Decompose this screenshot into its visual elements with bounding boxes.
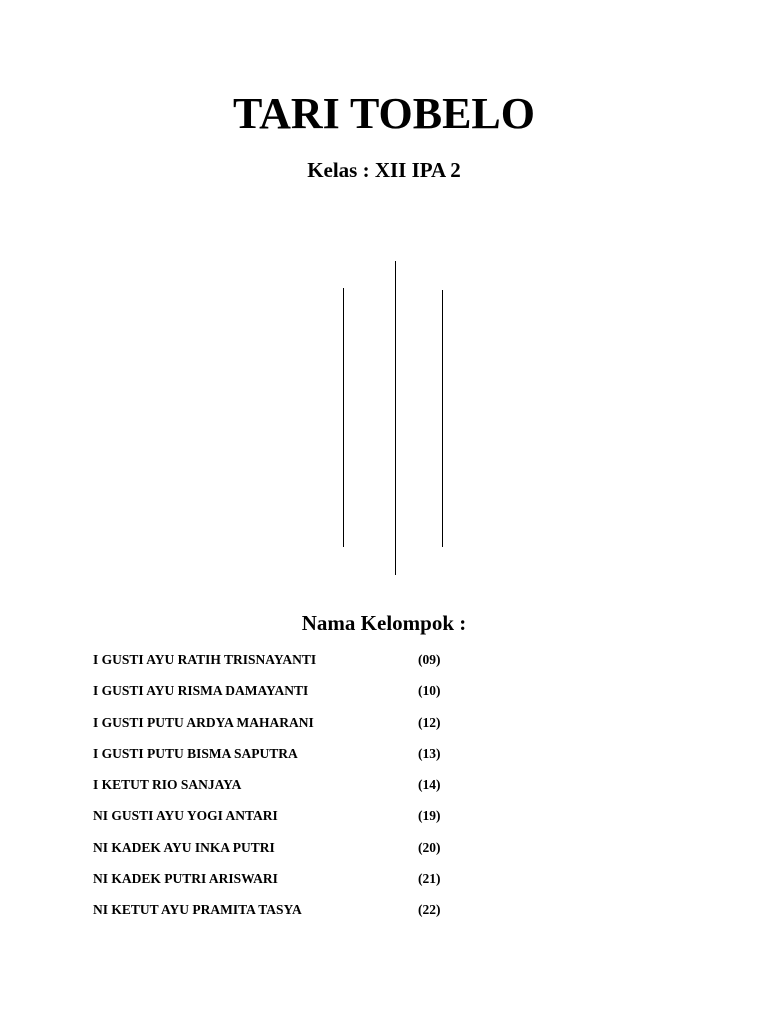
member-number: (10) (418, 683, 441, 699)
member-row (93, 742, 513, 773)
member-list (93, 648, 513, 930)
member-row (93, 679, 513, 710)
member-name: I GUSTI AYU RATIH TRISNAYANTI (93, 652, 317, 667)
member-name: NI KADEK AYU INKA PUTRI (93, 839, 275, 855)
member-number: (09) (418, 652, 441, 667)
vertical-line-center (395, 261, 396, 575)
member-name: NI KADEK PUTRI ARISWARI (93, 871, 278, 887)
member-number: (21) (418, 871, 441, 887)
member-name: I GUSTI AYU RISMA DAMAYANTI (93, 683, 309, 699)
member-row (93, 867, 513, 898)
member-number: (13) (418, 745, 441, 761)
member-row (93, 711, 513, 742)
member-number: (14) (418, 777, 441, 793)
member-name: I GUSTI PUTU BISMA SAPUTRA (93, 745, 298, 761)
member-name: NI GUSTI AYU YOGI ANTARI (93, 808, 278, 824)
member-row (93, 804, 513, 835)
class-label: Kelas : XII IPA 2 (307, 158, 461, 182)
member-row (93, 836, 513, 867)
member-number: (20) (418, 839, 441, 855)
member-row (93, 898, 513, 929)
member-row (93, 648, 513, 679)
vertical-line-right (442, 290, 443, 547)
document-title: TARI TOBELO (232, 89, 535, 138)
member-name: NI KETUT AYU PRAMITA TASYA (93, 902, 302, 918)
member-number: (19) (418, 808, 441, 824)
member-row (93, 773, 513, 804)
member-number: (12) (418, 714, 441, 730)
member-name: I KETUT RIO SANJAYA (93, 777, 242, 793)
group-heading: Nama Kelompok : (301, 611, 467, 635)
member-number: (22) (418, 902, 441, 918)
member-name: I GUSTI PUTU ARDYA MAHARANI (93, 714, 314, 730)
vertical-line-left (343, 288, 344, 547)
